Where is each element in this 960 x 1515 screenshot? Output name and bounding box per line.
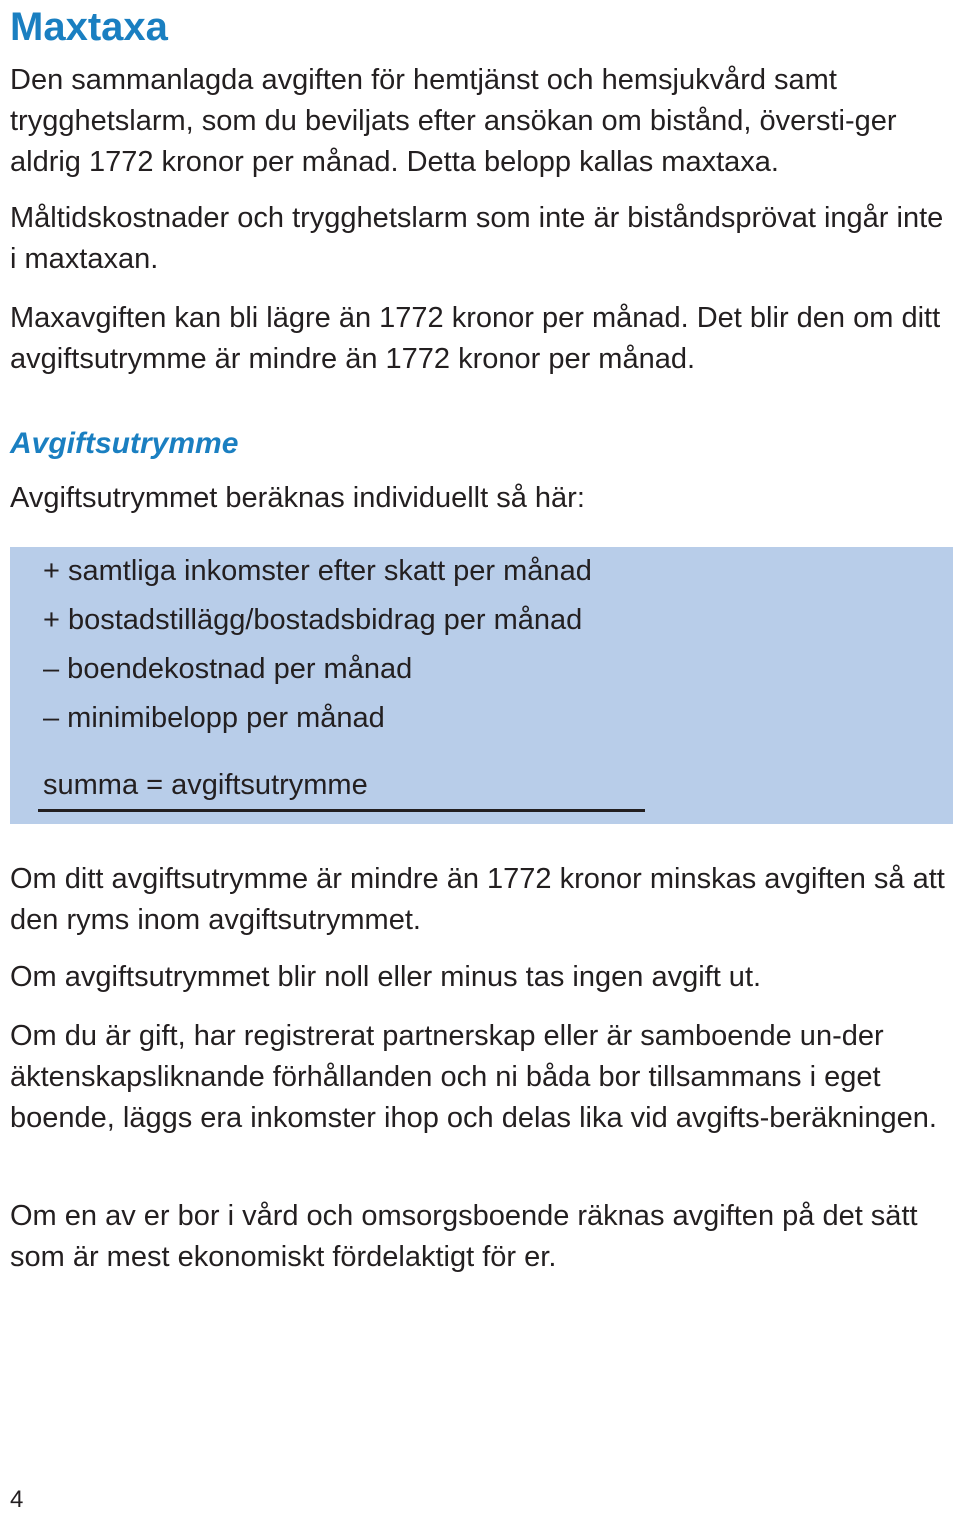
calculation-box [10,547,953,824]
section-heading: Avgiftsutrymme [10,427,239,460]
calculation-line: + bostadstillägg/bostadsbidrag per månad [43,604,583,636]
paragraph-reduced-fee: Om ditt avgiftsutrymme är mindre än 1772 kronor minskas avgiften så att den ryms inom avgiftsutrymmet. [10,863,945,936]
paragraph-care-home: Om en av er bor i vård och omsorgsboende räknas avgiften på det sätt som är mest ekonomiskt fördelaktigt för er. [10,1200,918,1273]
intro-paragraph-exclusions: Måltidskostnader och trygghetslarm som inte är biståndsprövat ingår inte i maxtaxan. [10,202,944,275]
paragraph-no-fee: Om avgiftsutrymmet blir noll eller minus tas ingen avgift ut. [10,961,762,993]
calculation-line: – boendekostnad per månad [43,653,413,685]
section-lead: Avgiftsutrymmet beräknas individuellt så här: [10,482,585,514]
calculation-line: – minimibelopp per månad [43,702,385,734]
paragraph-married-couples: Om du är gift, har registrerat partnerskap eller är samboende un-der äktenskapsliknande förhållanden och ni båda bor tillsammans i eget boende, läggs era inkomster ihop och delas lika vid avgifts-beräkningen. [10,1020,937,1134]
calculation-line: + samtliga inkomster efter skatt per månad [43,555,592,587]
sum-underline [38,809,645,812]
page-number: 4 [10,1486,24,1513]
page-title: Maxtaxa [10,5,168,49]
intro-paragraph-maxtaxa: Den sammanlagda avgiften för hemtjänst och hemsjukvård samt trygghetslarm, som du beviljats efter ansökan om bistånd, översti-ger aldrig 1772 kronor per månad. Detta belopp kallas maxtaxa. [10,64,897,178]
calculation-sum: summa = avgiftsutrymme [43,769,368,801]
intro-paragraph-lower-fee: Maxavgiften kan bli lägre än 1772 kronor per månad. Det blir den om ditt avgiftsutrymme är mindre än 1772 kronor per månad. [10,302,941,375]
